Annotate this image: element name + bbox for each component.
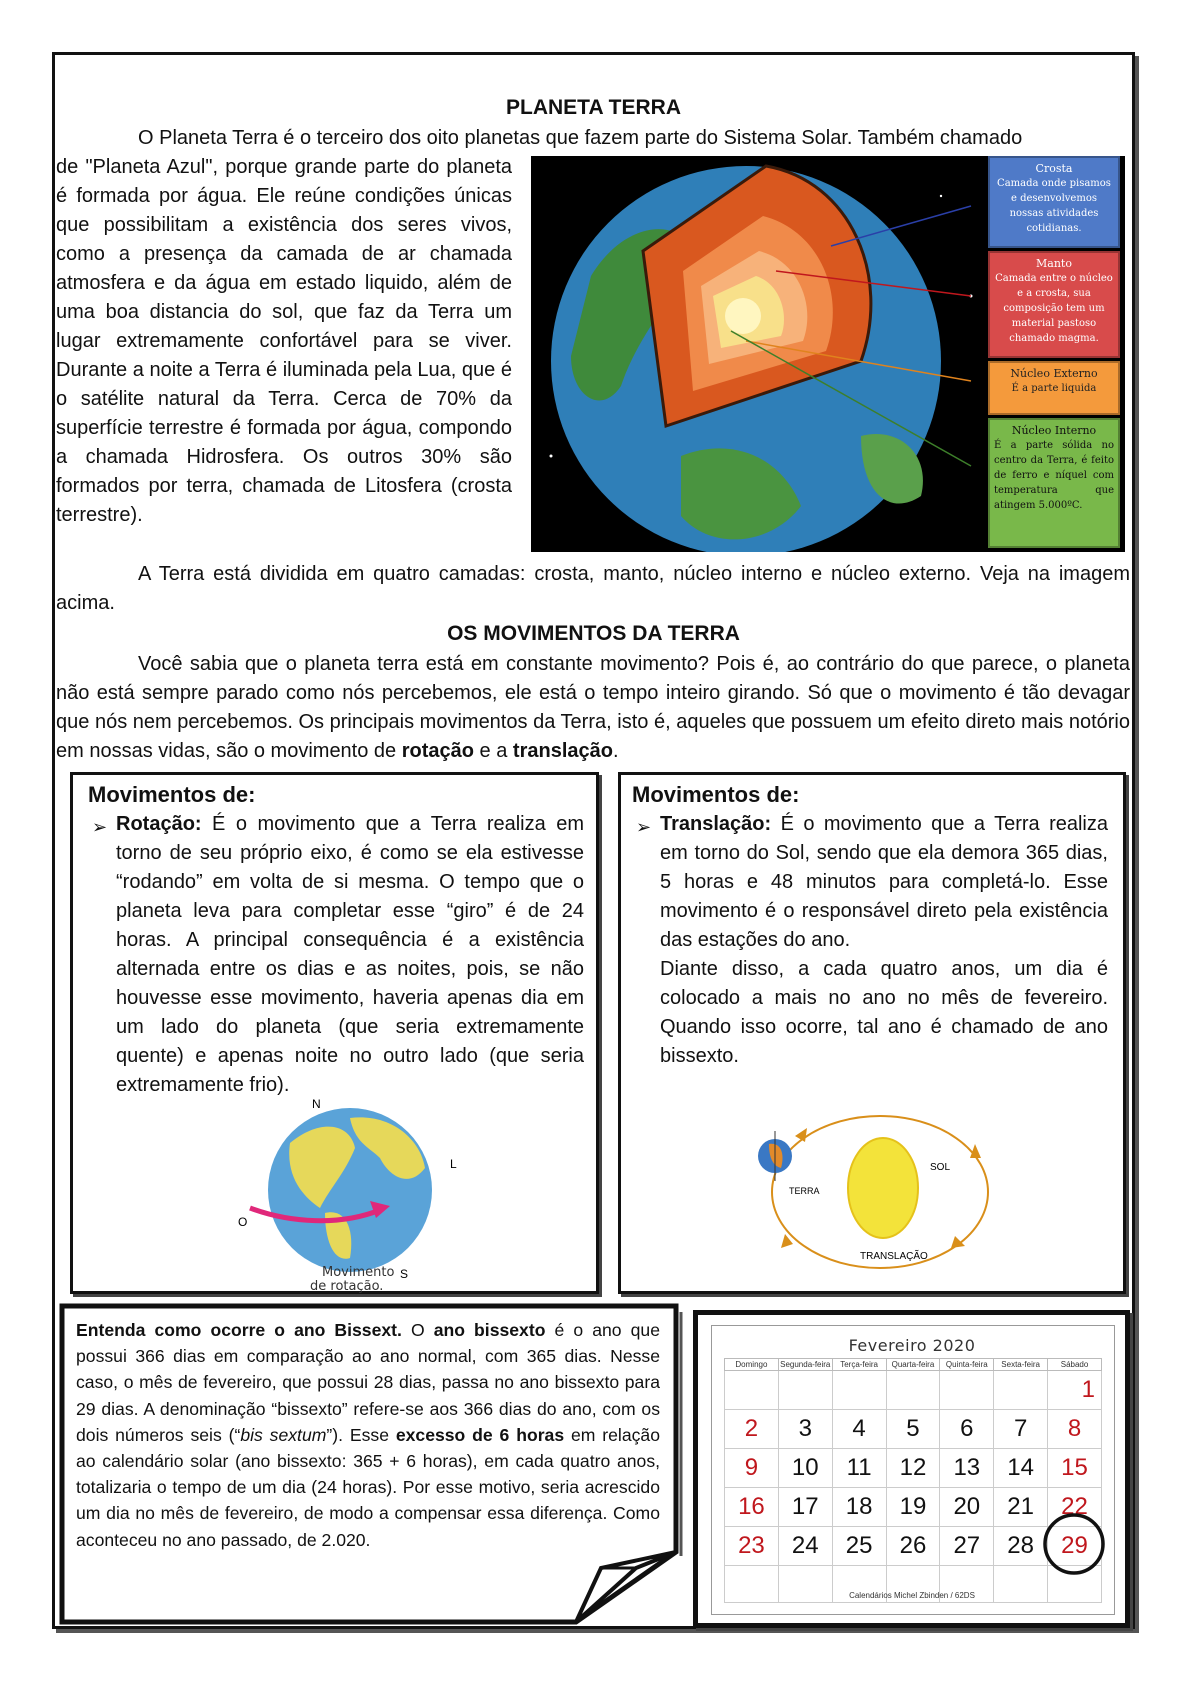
calendar-day-cell: 19 xyxy=(886,1488,940,1527)
weekday-header: Quinta-feira xyxy=(940,1359,994,1371)
calendar-day-cell xyxy=(832,1371,886,1410)
highlight-circle xyxy=(1040,1510,1110,1580)
translacao-box-heading: Movimentos de: xyxy=(632,782,800,807)
calendar-day-cell: 18 xyxy=(832,1488,886,1527)
translacao-text: Translação: É o movimento que a Terra realiza em torno do Sol, sendo que ela demora 365 dias, 5 horas e 48 minutos para completá-lo. Esse movimento é o responsável direto pela existência das estações do ano. Diante disso, a cada quatro anos, um dia é colocado a mais no ano no mês de fevereiro. Quando isso ocorre, tal ano é chamado de ano bissexto. xyxy=(660,813,1108,1067)
sol-label: SOL xyxy=(930,1162,951,1173)
calendar-day-cell: 16 xyxy=(725,1488,779,1527)
rotacao-box-heading: Movimentos de: xyxy=(88,782,256,807)
movements-heading: OS MOVIMENTOS DA TERRA xyxy=(447,622,740,645)
calendar-day-cell xyxy=(994,1371,1048,1410)
calendar-day-cell xyxy=(778,1371,832,1410)
calendar-day-cell: 3 xyxy=(778,1410,832,1449)
nucleo-interno-label: Núcleo Interno É a parte sólida no centro da Terra, é feito de ferro e níquel com temperatura que atingem 5.000ºC. xyxy=(988,418,1120,548)
terra-label: TERRA xyxy=(789,1186,820,1196)
manto-label: Manto Camada entre o núcleo e a crosta, sua composição tem um material pastoso chamado magma. xyxy=(988,251,1120,358)
weekday-header: Sexta-feira xyxy=(994,1359,1048,1371)
calendar-day-cell: 20 xyxy=(940,1488,994,1527)
calendar-day-cell: 11 xyxy=(832,1449,886,1488)
arrow-bullet-icon: ➢ xyxy=(92,817,108,837)
calendar-day-cell: 1 xyxy=(1048,1371,1102,1410)
intro-paragraph: de "Planeta Azul", porque grande parte do planeta é formada por água. Ele reúne condições únicas que possibilitam a existência dos seres vivos, como a presença da camada de ar chamada atmosfera e da água em estado liquido, além de uma boa distancia do sol, que faz da Terra um lugar extremamente confortável para se viver. Durante a noite a Terra é iluminada pela Lua, que é o satélite natural da Terra. Cerca de 70% da superfície terrestre é formada por água, compondo a chamada Hidrosfera. Os outros 30% são formados por terra, chamada de Litosfera (crosta terrestre). xyxy=(56,156,512,526)
rotation-caption-2: de rotação. xyxy=(310,1279,384,1293)
calendar-day-cell: 4 xyxy=(832,1410,886,1449)
calendar-week-row xyxy=(725,1371,1102,1410)
translacao-label: TRANSLAÇÃO xyxy=(860,1251,928,1262)
north-label: N xyxy=(312,1098,321,1111)
calendar-day-cell: 15 xyxy=(1048,1449,1102,1488)
rotacao-text: Rotação: É o movimento que a Terra realiza em torno de seu próprio eixo, é como se ela estivesse “rodando” em volta de si mesma. O tempo que o planeta leva para completar esse “giro” é de 24 horas. A principal consequência é a existência alternada entre os dias e as noites, pois, se não houvesse esse movimento, haveria apenas dia em um lado do planeta (que seria extremamente quente) e apenas noite no outro lado (que seria extremamente frio). xyxy=(116,813,584,1096)
calendar-title: Fevereiro 2020 xyxy=(848,1336,976,1355)
calendar-day-cell xyxy=(886,1371,940,1410)
weekday-header: Quarta-feira xyxy=(886,1359,940,1371)
calendar-day-cell: 14 xyxy=(994,1449,1048,1488)
calendar-week-row xyxy=(725,1449,1102,1488)
calendar-day-cell: 29 xyxy=(1048,1527,1102,1566)
calendar-day-cell: 27 xyxy=(940,1527,994,1566)
weekday-header: Domingo xyxy=(725,1359,779,1371)
translation-orbit-illustration xyxy=(755,1106,995,1278)
calendar-day-cell xyxy=(725,1371,779,1410)
calendar-day-cell: 24 xyxy=(778,1527,832,1566)
calendar-day-cell: 22 xyxy=(1048,1488,1102,1527)
rotation-caption-1: Movimento xyxy=(322,1265,395,1280)
nucleo-externo-label: Núcleo Externo É a parte liquida xyxy=(988,361,1120,415)
weekday-header: Terça-feira xyxy=(832,1359,886,1371)
calendar-day-cell: 17 xyxy=(778,1488,832,1527)
weekday-header: Segunda-feira xyxy=(780,1360,831,1369)
bissexto-text: Entenda como ocorre o ano Bissext. O ano bissexto é o ano que possui 366 dias em comparação ao ano normal, com 365 dias. Nesse caso, o mês de fevereiro, que possui 28 dias, passa no ano bissexto para 29 dias. A denominação “bissexto” refere-se aos 366 dias do ano, com os dois números seis (“bis sextum”). Esse excesso de 6 horas em relação ao calendário solar (ano bissexto: 365 + 6 horas), em cada quatro anos, totalizaria o tempo de um dia (24 horas). Por esse motivo, seria acrescido um dia no mês de fevereiro, de modo a compensar essa diferença. Como aconteceu no ano passado, de 2.020. xyxy=(76,1320,660,1550)
calendar-day-cell: 12 xyxy=(886,1449,940,1488)
calendar-footer: Calendários Michel Zbinden / 62DS xyxy=(849,1591,975,1600)
south-label: S xyxy=(400,1267,409,1281)
calendar-day-cell: 21 xyxy=(994,1488,1048,1527)
calendar-day-cell: 25 xyxy=(832,1527,886,1566)
arrow-bullet-icon: ➢ xyxy=(636,817,652,837)
earth-layers-figure xyxy=(531,156,1125,552)
calendar-day-cell: 6 xyxy=(940,1410,994,1449)
intro-first-line: O Planeta Terra é o terceiro dos oito planetas que fazem parte do Sistema Solar. Também chamado xyxy=(138,127,1023,149)
movements-paragraph: Você sabia que o planeta terra está em constante movimento? Pois é, ao contrário do que parece, o planeta não está sempre parado como nós percebemos, ele está o tempo inteiro girando. Só que o movimento é tão devagar que nós nem percebemos. Os principais movimentos da Terra, isto é, aqueles que possuem um efeito direto mais notório em nossas vidas, são o movimento de rotação e a translação. xyxy=(56,653,1130,762)
calendar-day-cell: 10 xyxy=(778,1449,832,1488)
rotation-globe-illustration xyxy=(230,1098,470,1293)
crosta-label: Crosta Camada onde pisamos e desenvolvemos nossas atividades cotidianas. xyxy=(988,156,1120,248)
east-label: L xyxy=(450,1157,457,1171)
calendar-day-cell: 23 xyxy=(725,1527,779,1566)
calendar-day-cell: 5 xyxy=(886,1410,940,1449)
calendar-day-cell xyxy=(940,1371,994,1410)
calendar-day-cell: 28 xyxy=(994,1527,1048,1566)
layers-paragraph: A Terra está dividida em quatro camadas: crosta, manto, núcleo interno e núcleo externo. Veja na imagem acima. xyxy=(56,563,1130,614)
calendar-day-cell: 9 xyxy=(725,1449,779,1488)
calendar-day-cell: 13 xyxy=(940,1449,994,1488)
calendar-day-cell: 2 xyxy=(725,1410,779,1449)
page-title: PLANETA TERRA xyxy=(506,96,681,119)
calendar-week-row xyxy=(725,1410,1102,1449)
calendar-day-cell: 26 xyxy=(886,1527,940,1566)
calendar-day-cell: 7 xyxy=(994,1410,1048,1449)
west-label: O xyxy=(238,1215,248,1229)
calendar-day-cell: 8 xyxy=(1048,1410,1102,1449)
weekday-header: Sábado xyxy=(1048,1359,1102,1371)
